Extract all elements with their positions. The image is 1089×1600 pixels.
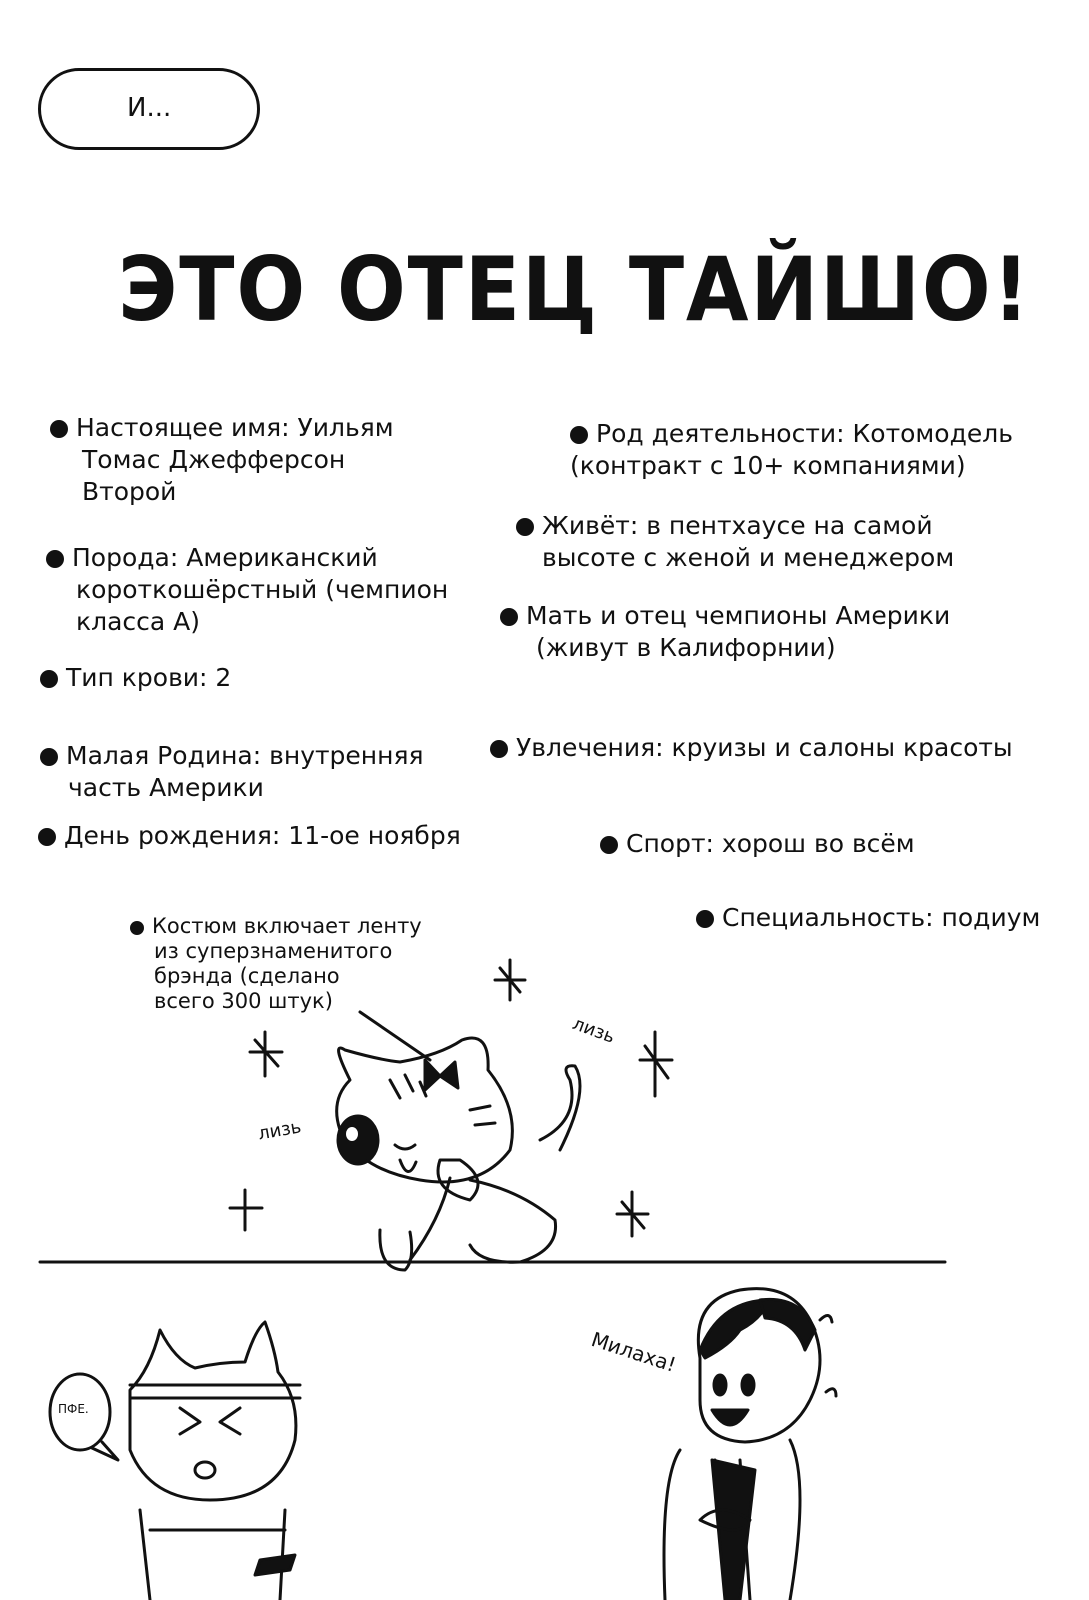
fact-birthday: День рождения: 11-ое ноября: [38, 820, 461, 852]
man-figure: [664, 1289, 836, 1600]
fact-breed: Порода: Американский короткошёрстный (чемпион класса А): [46, 542, 448, 638]
fact-residence: Живёт: в пентхаусе на самой высоте с женой и менеджером: [516, 510, 954, 574]
fact-specialty: Специальность: подиум: [696, 902, 1040, 934]
sparkle-icon: [230, 960, 672, 1236]
costume-note: Костюм включает ленту из суперзнаменитого брэнда (сделано всего 300 штук): [130, 914, 422, 1014]
sfx-lick-top: лизь: [569, 1013, 618, 1048]
bubble-text: И...: [127, 93, 172, 123]
pointer-line: [360, 1012, 430, 1060]
fact-parents: Мать и отец чемпионы Америки (живут в Калифорнии): [500, 600, 950, 664]
fact-hobbies: Увлечения: круизы и салоны красоты: [490, 732, 1013, 764]
grumpy-cat-figure: [130, 1322, 300, 1600]
sfx-pfe: ПФЕ.: [58, 1402, 89, 1416]
fact-sport: Спорт: хорош во всём: [600, 828, 915, 860]
fact-occupation: Род деятельности: Котомодель (контракт с 10+ компаниями): [570, 419, 1013, 480]
cat-figure: [337, 1038, 580, 1270]
page-title: ЭТО ОТЕЦ ТАЙШО!: [118, 238, 1032, 341]
sfx-cute: Милаха!: [588, 1327, 679, 1377]
sfx-lick-left: лизь: [256, 1116, 303, 1145]
fact-real-name: Настоящее имя: Уильям Томас Джефферсон Второй: [50, 412, 394, 508]
fact-hometown: Малая Родина: внутренняя часть Америки: [40, 740, 424, 804]
fact-blood-type: Тип крови: 2: [40, 662, 231, 694]
